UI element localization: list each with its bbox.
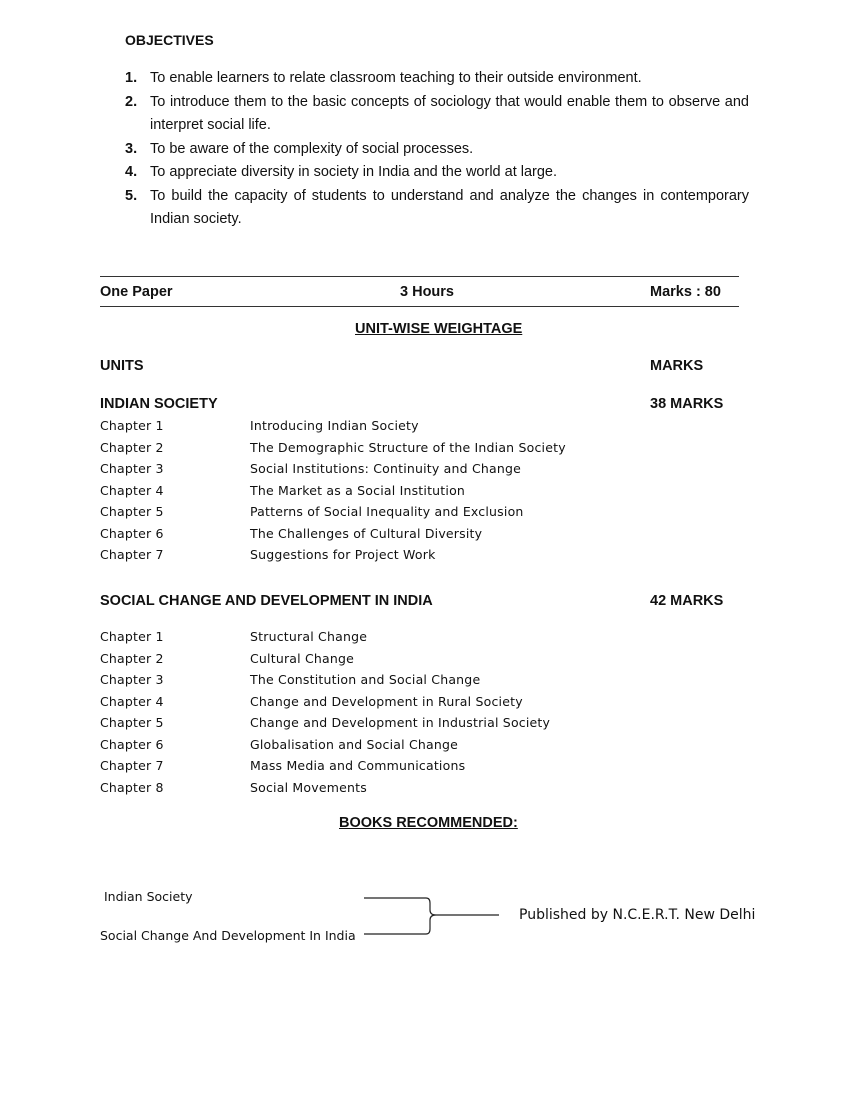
chapter-title: Cultural Change	[250, 650, 355, 666]
chapter-number: Chapter 3	[100, 672, 164, 687]
chapter-row	[100, 780, 700, 802]
chapter-number: Chapter 6	[100, 525, 164, 541]
chapter-list	[100, 629, 700, 801]
objective-item	[125, 67, 749, 91]
total-marks-label: Marks : 80	[650, 284, 721, 300]
chapter-title: The Demographic Structure of the Indian Society	[250, 439, 566, 455]
chapter-row	[100, 483, 700, 505]
chapter-row	[100, 629, 700, 651]
objective-item	[125, 138, 749, 162]
publisher-note: Published by N.C.E.R.T. New Delhi	[519, 907, 756, 923]
chapter-list	[100, 418, 700, 569]
unit-marks: 42 MARKS	[650, 593, 724, 609]
book-title: Indian Society	[104, 889, 193, 904]
chapter-number: Chapter 1	[100, 629, 164, 644]
chapter-row	[100, 651, 700, 673]
chapter-title: The Market as a Social Institution	[250, 482, 466, 498]
book-title: Social Change And Development In India	[100, 928, 356, 943]
objectives-list	[125, 67, 749, 232]
books-heading: BOOKS RECOMMENDED:	[339, 815, 518, 831]
chapter-row	[100, 418, 700, 440]
chapter-row	[100, 526, 700, 548]
brace-connector-icon	[360, 893, 505, 939]
chapter-title: The Challenges of Cultural Diversity	[250, 525, 483, 541]
paper-label: One Paper	[100, 284, 173, 300]
chapter-number: Chapter 7	[100, 547, 164, 562]
objective-number: 1.	[125, 70, 138, 86]
chapter-number: Chapter 3	[100, 461, 164, 476]
objective-text: To introduce them to the basic concepts of sociology that would enable them to observe and interpret social life.	[150, 93, 749, 133]
chapter-number: Chapter 2	[100, 650, 164, 666]
objective-number: 3.	[125, 140, 138, 157]
chapter-row	[100, 672, 700, 694]
chapter-title: Social Institutions: Continuity and Change	[250, 461, 522, 476]
chapter-number: Chapter 5	[100, 504, 164, 519]
chapter-row	[100, 694, 700, 716]
objectives-heading: OBJECTIVES	[125, 32, 214, 48]
chapter-title: Change and Development in Rural Society	[250, 693, 523, 709]
marks-column-header: MARKS	[650, 358, 704, 374]
unit-name: SOCIAL CHANGE AND DEVELOPMENT IN INDIA	[100, 593, 433, 609]
chapter-row	[100, 715, 700, 737]
divider-bottom	[100, 306, 739, 307]
objective-text: To build the capacity of students to understand and analyze the changes in contemporary Indian society.	[150, 187, 749, 227]
objective-number: 4.	[125, 164, 138, 180]
chapter-number: Chapter 8	[100, 779, 164, 795]
chapter-title: Globalisation and Social Change	[250, 736, 459, 752]
chapter-number: Chapter 5	[100, 715, 164, 730]
chapter-number: Chapter 4	[100, 482, 164, 498]
chapter-row	[100, 547, 700, 569]
unit-marks: 38 MARKS	[650, 396, 724, 412]
chapter-title: Social Movements	[250, 779, 367, 795]
objective-item	[125, 185, 749, 232]
chapter-row	[100, 440, 700, 462]
chapter-number: Chapter 4	[100, 693, 164, 709]
units-column-header: UNITS	[100, 358, 144, 374]
chapter-row	[100, 504, 700, 526]
duration-label: 3 Hours	[400, 284, 454, 300]
objective-item	[125, 161, 749, 185]
chapter-row	[100, 461, 700, 483]
chapter-title: Patterns of Social Inequality and Exclusion	[250, 504, 524, 519]
chapter-title: The Constitution and Social Change	[250, 672, 481, 687]
objective-number: 5.	[125, 187, 138, 204]
objective-item	[125, 91, 749, 138]
objective-text: To be aware of the complexity of social processes.	[150, 140, 474, 157]
chapter-title: Suggestions for Project Work	[250, 547, 436, 562]
chapter-title: Structural Change	[250, 629, 368, 644]
chapter-number: Chapter 1	[100, 418, 164, 433]
objective-number: 2.	[125, 93, 138, 110]
unit-name: INDIAN SOCIETY	[100, 396, 218, 412]
chapter-row	[100, 758, 700, 780]
objective-text: To enable learners to relate classroom teaching to their outside environment.	[150, 70, 642, 86]
divider-top	[100, 276, 739, 277]
chapter-row	[100, 737, 700, 759]
chapter-title: Introducing Indian Society	[250, 418, 419, 433]
chapter-number: Chapter 2	[100, 439, 164, 455]
chapter-title: Mass Media and Communications	[250, 758, 466, 773]
chapter-number: Chapter 7	[100, 758, 164, 773]
objective-text: To appreciate diversity in society in India and the world at large.	[150, 164, 558, 180]
chapter-number: Chapter 6	[100, 736, 164, 752]
chapter-title: Change and Development in Industrial Society	[250, 715, 551, 730]
weightage-title: UNIT-WISE WEIGHTAGE	[355, 321, 523, 337]
